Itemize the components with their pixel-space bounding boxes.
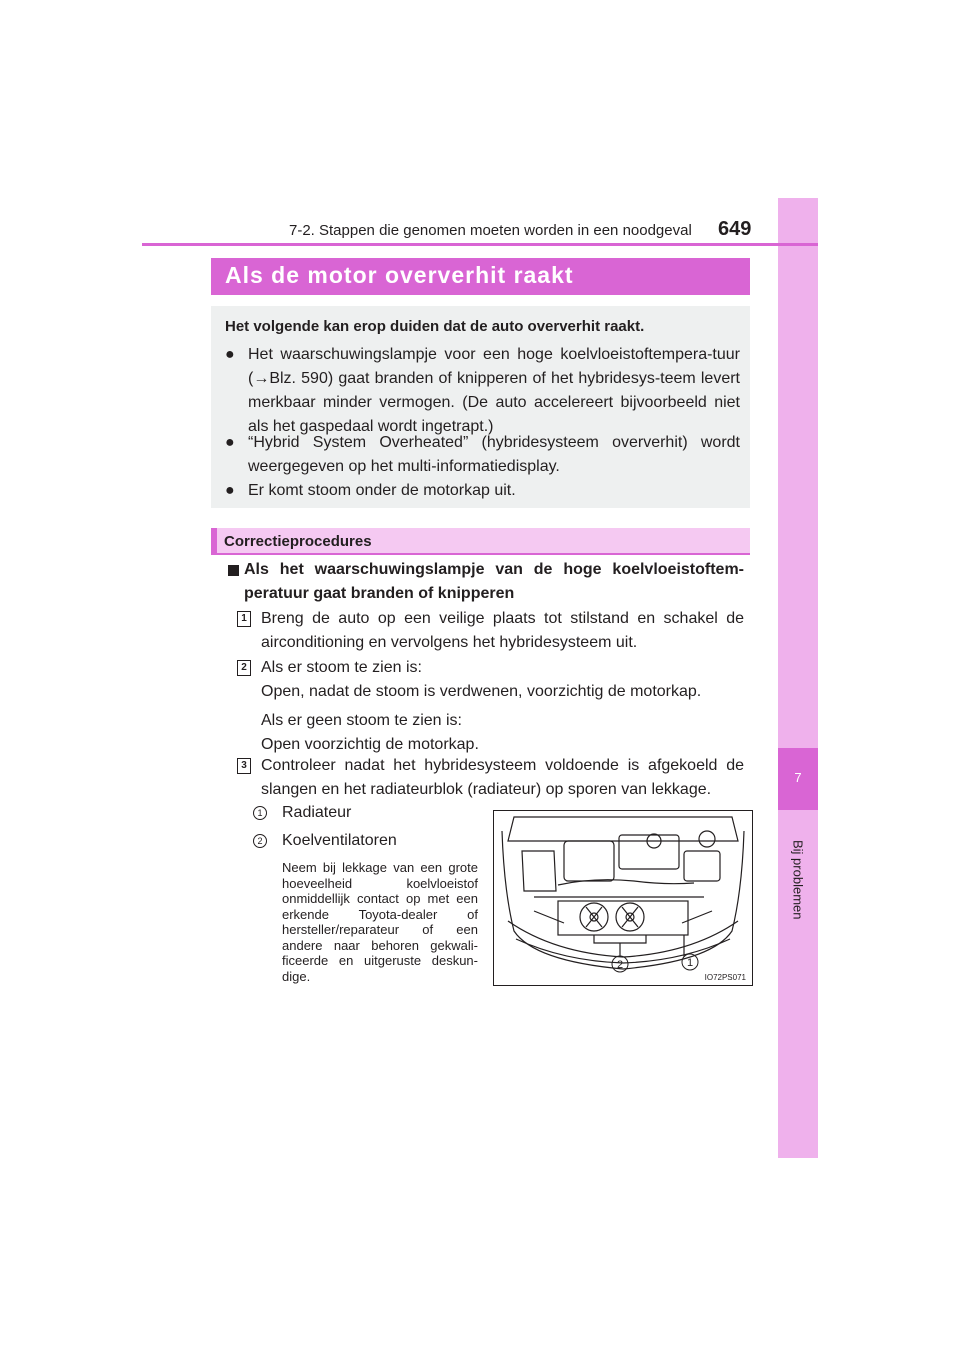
figure-callout-2: 2 [616,959,624,971]
info-item: Het waarschuwingslampje voor een hoge koelvloeistoftempera-tuur (→Blz. 590) gaat branden of knipperen of het hybridesys-teem levert merkbaar minder vermogen. (De auto accelereert bijvoorbeeld niet als het gaspedaal wordt ingetrapt.) [248,346,740,435]
header-rule [142,243,818,246]
subsection-accent [211,528,217,555]
step-text-line: Open, nadat de stoom is verdwenen, voorzichtig de motorkap. [261,683,702,700]
figure-code: IO72PS071 [704,973,746,982]
side-tab [778,198,818,1158]
page-number: 649 [718,218,752,240]
figure-callout-1: 1 [686,957,694,969]
running-head: 7-2. Stappen die genomen moeten worden in een noodgeval [289,222,692,239]
step-number: 2 [237,660,251,676]
chapter-number: 7 [794,770,802,785]
legend-number: 2 [253,834,267,848]
legend-label: Koelventilatoren [282,832,397,849]
engine-bay-illustration [493,810,753,986]
legend-number: 1 [253,806,267,820]
condition-heading: Als het waarschuwingslampje van de hoge koelvloeistoftem-peratuur gaat branden of knipperen [244,561,744,602]
step-number: 1 [237,611,251,627]
section-title: Als de motor oververhit raakt [225,262,574,288]
legend-label: Radiateur [282,804,352,821]
step-text: Controleer nadat het hybridesysteem voldoende is afgekoeld de slangen en het radiateurblok (radiateur) op sporen van lekkage. [261,757,744,798]
subsection-title: Correctieprocedures [224,533,372,550]
bullet-icon: ● [225,346,235,363]
info-item: “Hybrid System Overheated” (hybridesysteem oververhit) wordt weergegeven op het multi-informatiedisplay. [248,434,740,475]
condition-square-icon [228,565,239,576]
chapter-title: Bij problemen [790,840,806,920]
step-text: Als er stoom te zien is: [261,659,422,676]
step-text: Breng de auto op een veilige plaats tot stilstand en schakel de airconditioning en vervolgens het hybridesysteem uit. [261,610,744,651]
engine-bay-drawing [494,811,752,985]
info-item: Er komt stoom onder de motorkap uit. [248,482,516,499]
bullet-icon: ● [225,434,235,451]
step-text-line: Open voorzichtig de motorkap. [261,736,479,753]
step-text-line: Als er geen stoom te zien is: [261,712,462,729]
info-heading: Het volgende kan erop duiden dat de auto oververhit raakt. [225,318,645,335]
step-number: 3 [237,758,251,774]
bullet-icon: ● [225,482,235,499]
note-text: Neem bij lekkage van een grote hoeveelheid koelvloeistof onmiddellijk contact op met een erkende Toyota-dealer of hersteller/reparateur of een andere naar behoren gekwali-ficeerde en uitgeruste deskun-dige. [282,860,478,984]
